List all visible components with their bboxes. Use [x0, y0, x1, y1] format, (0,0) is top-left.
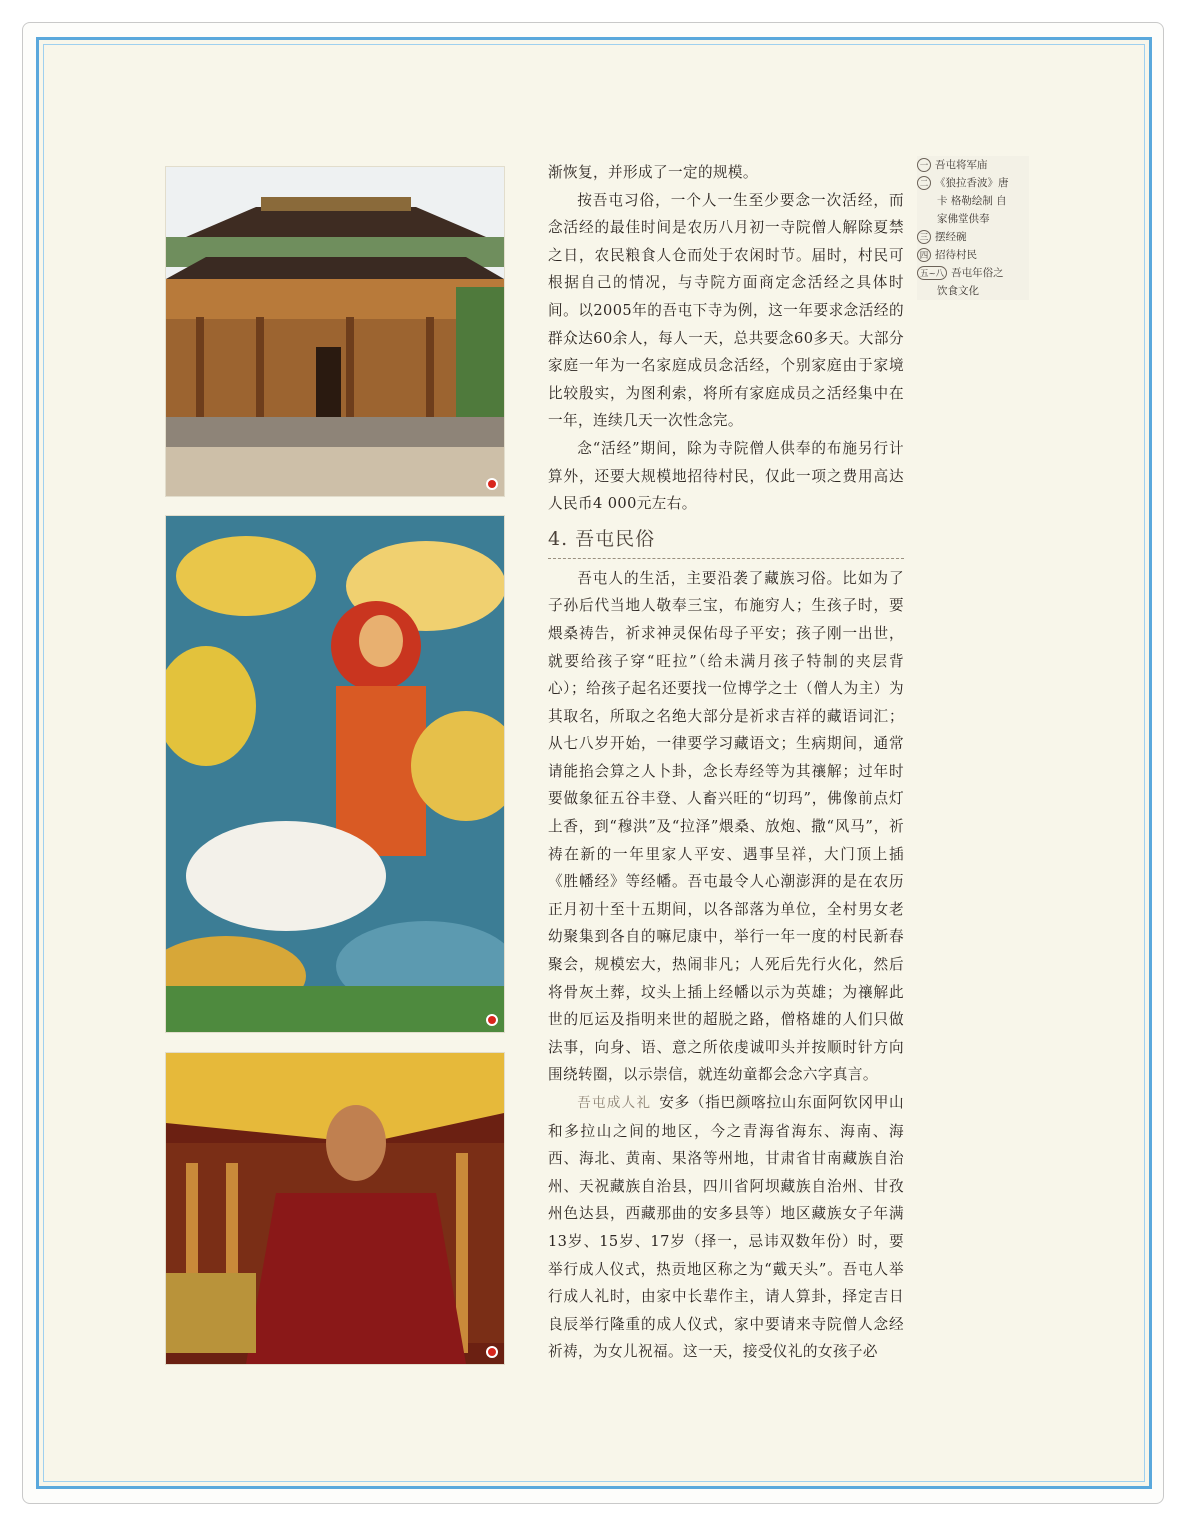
caption-item [917, 174, 1029, 228]
photo-marker-icon [486, 1346, 498, 1358]
photo-temple [166, 167, 504, 496]
paragraph: 念“活经”期间，除为寺院僧人供奉的布施另行计算外，还要大规模地招待村民，仅此一项之费用高达人民币4 000元左右。 [548, 439, 904, 513]
photo-thangka [166, 516, 504, 1032]
paragraph: 渐恢复，并形成了一定的规模。 [548, 164, 758, 181]
paragraph: 吾屯人的生活，主要沿袭了藏族习俗。比如为了子孙后代当地人敬奉三宝，布施穷人；生孩子时，要煨桑祷告，祈求神灵保佑母子平安；孩子刚一出世，就要给孩子穿“旺拉”（给未满月孩子特制的夹层背心）；给孩子起名还要找一位博学之士（僧人为主）为其取名，所取之名绝大部分是祈求吉祥的藏语词汇；从七八岁开始，一律要学习藏语文；生病期间，通常请能掐会算之人卜卦，念长寿经等为其禳解；过年时要做象征五谷丰登、人畜兴旺的“切玛”，佛像前点灯上香，到“穆洪”及“拉泽”煨桑、放炮、撒“风马”，祈祷在新的一年里家人平安、遇事呈祥，大门顶上插《胜幡经》等经幡。吾屯最令人心潮澎湃的是在农历正月初十至十五期间，以各部落为单位，全村男女老幼聚集到各自的嘛尼康中，举行一年一度的村民新春聚会，规模宏大，热闹非凡；人死后先行火化，然后将骨灰土葬，坟头上插上经幡以示为英雄；为禳解此世的厄运及指明来世的超脱之路，僧格雄的人们只做法事，向身、语、意之所依虔诚叩头并按顺时针方向围绕转圈，以示崇信，就连幼童都会念六字真言。 [548, 569, 904, 1084]
caption-text: 卡 格勒绘制 自 [937, 195, 1007, 207]
caption-number: 一 [917, 158, 931, 172]
photo-captions [917, 156, 1029, 300]
caption-text: 《狼拉香波》唐 [935, 177, 1009, 189]
caption-number: 五~八 [917, 266, 947, 280]
run-in-heading: 吾屯成人礼 [577, 1095, 652, 1111]
paragraph-body: 安多（指巴颜喀拉山东面阿钦冈甲山和多拉山之间的地区，今之青海省海东、海南、海西、海北、黄南、果洛等州地，甘肃省甘南藏族自治州、天祝藏族自治县，四川省阿坝藏族自治州、甘孜州色达县，西藏那曲的安多县等）地区藏族女子年满13岁、15岁、17岁（择一，忌讳双数年份）时，要举行成人仪式，热贡地区称之为“戴天头”。吾屯人举行成人礼时，由家中长辈作主，请人算卦，择定吉日良辰举行隆重的成人仪式，家中要请来寺院僧人念经祈祷，为女儿祝福。这一天，接受仪礼的女孩子必 [548, 1094, 905, 1361]
section-heading: 4. 吾屯民俗 [548, 524, 904, 559]
caption-item [917, 246, 1029, 264]
caption-text: 家佛堂供奉 [937, 213, 990, 225]
caption-item [917, 264, 1029, 300]
paragraph: 按吾屯习俗，一个人一生至少要念一次活经，而念活经的最佳时间是农历八月初一寺院僧人解除夏禁之日，农民粮食人仓而处于农闲时节。届时，村民可根据自己的情况，与寺院方面商定念活经之具体时间。以2005年的吾屯下寺为例，这一年要求念活经的群众达60余人，每人一天，总共要念60多天。大部分家庭一年为一名家庭成员念活经，个别家庭由于家境比较殷实，为图利索，将所有家庭成员之活经集中在一年，连续几天一次性念完。 [548, 191, 904, 430]
caption-number: 四 [917, 248, 931, 262]
photo-monk [166, 1053, 504, 1364]
photo-marker-icon [486, 478, 498, 490]
caption-number: 二 [917, 176, 931, 190]
caption-item [917, 228, 1029, 246]
caption-number: 三 [917, 230, 931, 244]
caption-text: 饮食文化 [937, 285, 979, 297]
photo-marker-icon [486, 1014, 498, 1026]
caption-text: 吾屯年俗之 [951, 267, 1004, 279]
caption-text: 招待村民 [935, 249, 977, 261]
caption-text: 吾屯将军庙 [935, 159, 988, 171]
main-text-column [548, 159, 904, 1366]
caption-item [917, 156, 1029, 174]
caption-text: 摆经碗 [935, 231, 967, 243]
paragraph [548, 1089, 904, 1366]
